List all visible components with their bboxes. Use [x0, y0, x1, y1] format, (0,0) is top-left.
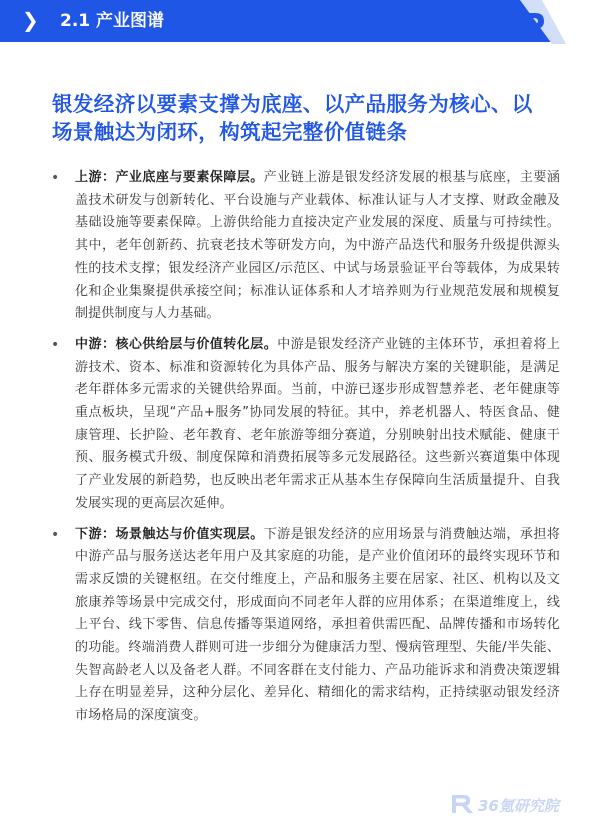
svg-text:36氪研究院: 36氪研究院: [478, 797, 559, 815]
bullet-text: [75, 524, 560, 728]
bullet-lead: 中游：核心供给层与价值转化层。: [75, 336, 278, 352]
bullet-icon: •: [51, 336, 60, 353]
footer-brand-watermark-icon: [446, 790, 586, 818]
section-title: 2.1 产业图谱: [60, 11, 165, 31]
bullet-icon: •: [51, 170, 60, 186]
bullet-body: 产业链上游是银发经济发展的根基与底座，主要涵盖技术研发与创新转化、平台设施与产业载体、标准认证与人才支撑、财政金融及基础设施等要素保障。上游供给能力直接决定产业发展的深度、质量与可持续性。其中，老年创新药、抗衰老技术等研发方向，为中游产品迭代和服务升级提供源头性的技术支撑；银发经济产业园区/示范区、中试与场景验证平台等载体，为成果转化和企业集聚提供承接空间；标准认证体系和人才培养则为行业规范发展和规模复制提供制度与人力基础。: [75, 170, 560, 322]
bullet-text: [75, 334, 560, 516]
list-item-upstream: [48, 167, 560, 326]
bullet-text: [75, 167, 560, 326]
bullet-lead: 下游：场景触达与价值实现层。: [75, 526, 264, 542]
bullet-list: [48, 167, 560, 736]
bullet-lead: 上游：产业底座与要素保障层。: [75, 170, 264, 185]
bullet-body: 中游是银发经济产业链的主体环节，承担着将上游技术、资本、标准和资源转化为具体产品、服务与解决方案的关键职能，是满足老年群体多元需求的关键供给界面。当前，中游已逐步形成智慧养老、老年健康等重点板块，呈现“产品+服务”协同发展的特征。其中，养老机器人、特医食品、健康管理、长护险、老年教育、老年旅游等细分赛道，分别映射出技术赋能、健康干预、服务模式升级、制度保障和消费拓展等多元发展路径。这些新兴赛道集中体现了产业发展的新趋势，也反映出老年需求正从基本生存保障向生活质量提升、自我发展实现的更高层次延伸。: [75, 336, 560, 511]
bullet-icon: •: [51, 526, 60, 543]
list-item-downstream: [48, 524, 560, 728]
list-item-midstream: [48, 334, 560, 516]
brand-logo-icon: [462, 0, 592, 52]
page-title: 银发经济以要素支撑为底座、以产品服务为核心、以场景触达为闭环，构筑起完整价值链条: [52, 92, 533, 144]
bullet-body: 下游是银发经济的应用场景与消费触达端，承担将中游产品与服务送达老年用户及其家庭的功能，是产业价值闭环的最终实现环节和需求反馈的关键枢纽。在交付维度上，产品和服务主要在居家、社区、机构以及文旅康养等场景中完成交付，形成面向不同老年人群的应用体系；在渠道维度上，线上平台、线下零售、信息传播等渠道网络，承担着供需匹配、品牌传播和市场转化的功能。终端消费人群则可进一步细分为健康活力型、慢病管理型、失能/半失能、失智高龄老人以及备老人群。不同客群在支付能力、产品功能诉求和消费决策逻辑上存在明显差异，这种分层化、差异化、精细化的需求结构，正持续驱动银发经济市场格局的深度演变。: [75, 526, 560, 724]
chevron-right-icon: ❯: [22, 8, 39, 32]
